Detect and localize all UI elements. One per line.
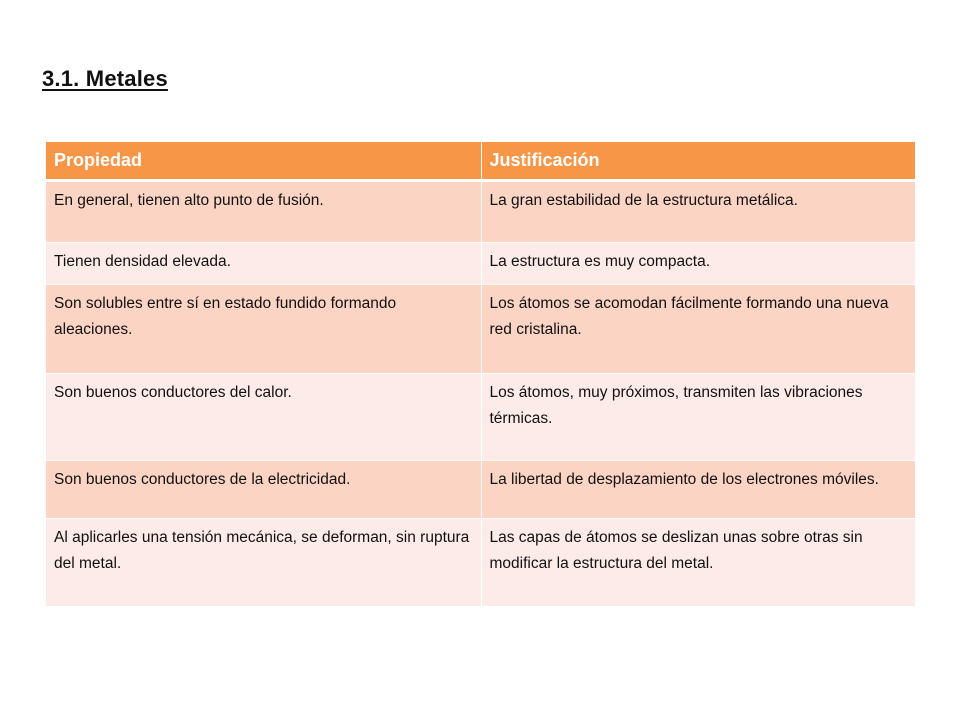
page-title: 3.1. Metales	[42, 66, 168, 91]
property-cell: Tienen densidad elevada.	[46, 243, 481, 285]
justification-cell: Los átomos se acomodan fácilmente formando una nueva red cristalina.	[481, 285, 915, 374]
justification-cell: La libertad de desplazamiento de los electrones móviles.	[481, 461, 915, 519]
justification-cell: La estructura es muy compacta.	[481, 243, 915, 285]
table-row	[46, 243, 915, 285]
justification-cell: Las capas de átomos se deslizan unas sobre otras sin modificar la estructura del metal.	[481, 519, 915, 607]
table-row	[46, 374, 915, 461]
property-cell: Al aplicarles una tensión mecánica, se deforman, sin ruptura del metal.	[46, 519, 481, 607]
table-row	[46, 519, 915, 607]
table-row	[46, 181, 915, 243]
property-cell: En general, tienen alto punto de fusión.	[46, 181, 481, 243]
header-justificacion: Justificación	[481, 142, 915, 181]
table-row	[46, 461, 915, 519]
header-propiedad: Propiedad	[46, 142, 481, 181]
property-cell: Son buenos conductores del calor.	[46, 374, 481, 461]
property-cell: Son solubles entre sí en estado fundido formando aleaciones.	[46, 285, 481, 374]
properties-table	[46, 142, 915, 607]
table-header-row	[46, 142, 915, 181]
property-cell: Son buenos conductores de la electricidad.	[46, 461, 481, 519]
justification-cell: Los átomos, muy próximos, transmiten las vibraciones térmicas.	[481, 374, 915, 461]
justification-cell: La gran estabilidad de la estructura metálica.	[481, 181, 915, 243]
table-row	[46, 285, 915, 374]
